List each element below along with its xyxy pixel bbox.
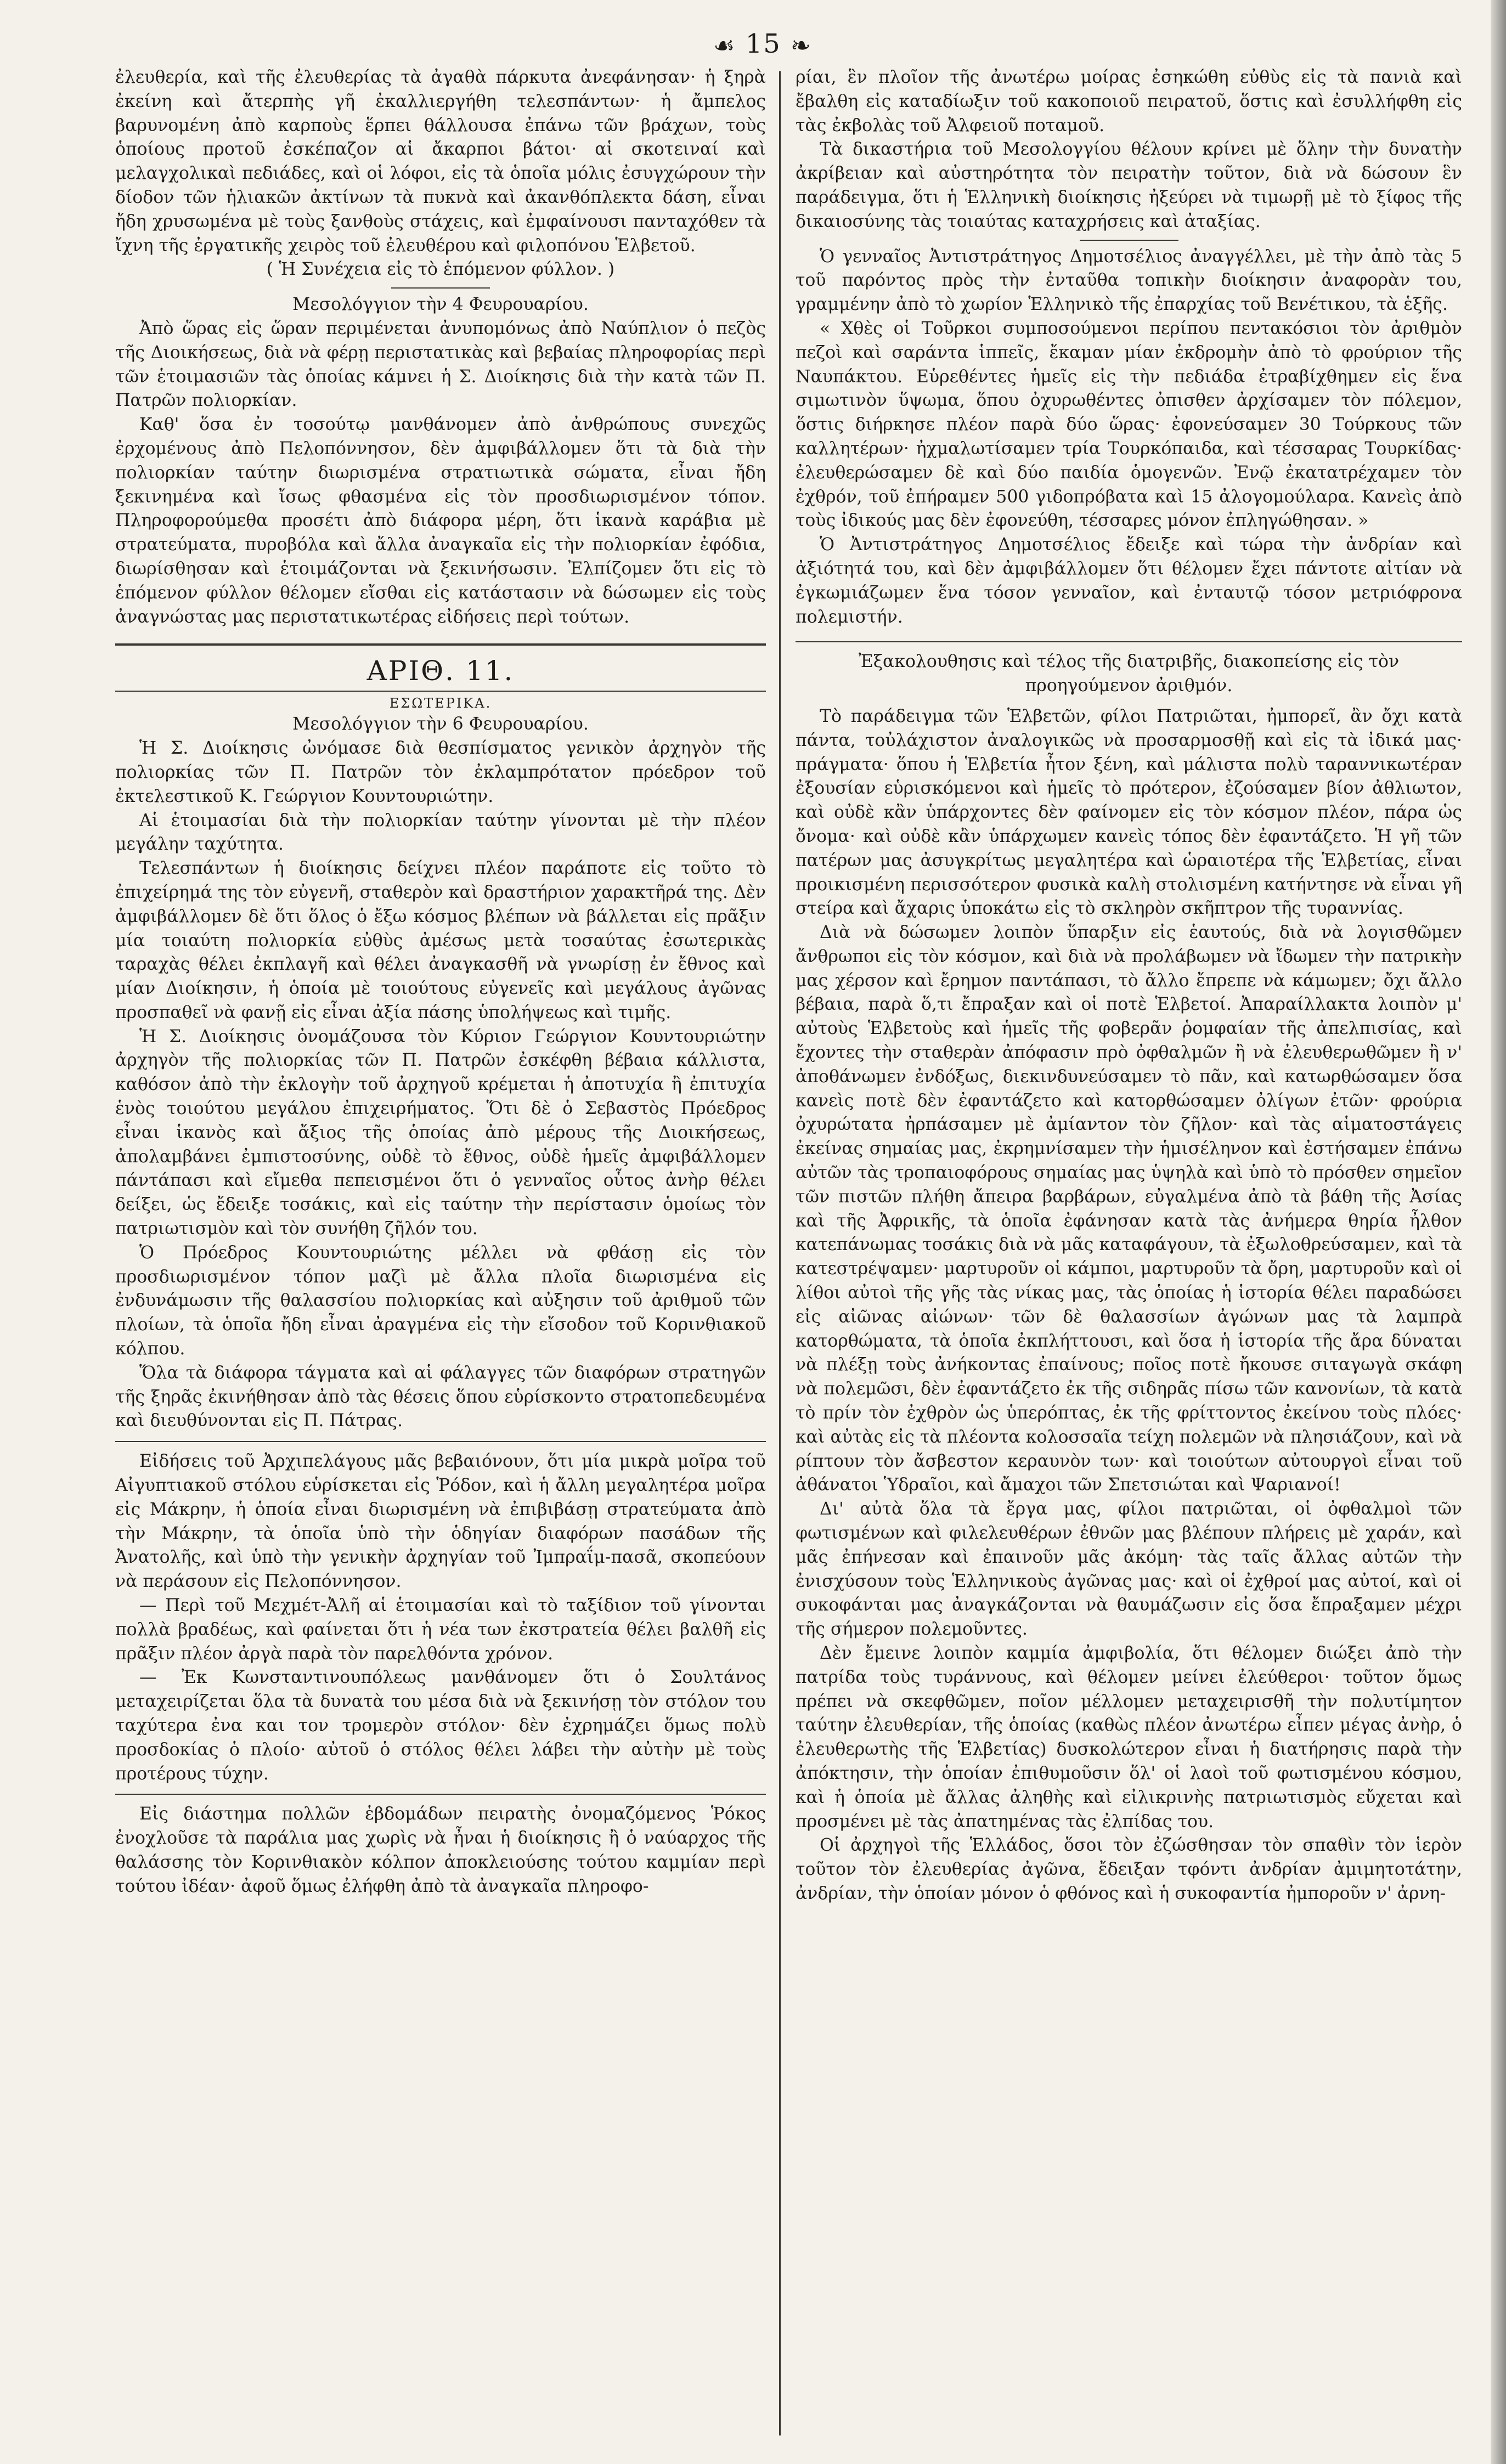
article-paragraph: Ὁ Ἀντιστράτηγος Δημοτσέλιος ἔδειξε καὶ τώρα τὴν ἀνδρίαν καὶ ἀξιότητά του, καὶ δὲν ἀμφιβάλλομεν ὅτι θέλομεν ἔχει πάντοτε αἰτίαν νὰ ἐγκωμιάζωμεν ἕνα τόσον γενναῖον, καὶ ἐνταυτῷ τόσον μετριόφρονα πολεμιστήν. <box>796 535 1462 627</box>
article-paragraph: Τὸ παράδειγμα τῶν Ἑλβετῶν, φίλοι Πατριῶται, ἠμπορεῖ, ἂν ὄχι κατὰ πάντα, τοὐλάχιστον ἀναλογικῶς νὰ προσαρμοσθῇ καὶ εἰς τὰ ἰδικά μας· πράγματα· ὅπου ἡ Ἑλβετία ἦτον ξένη, καὶ μάλιστα πολὺ ταραννικωτέραν ἐξουσίαν εὑρισκόμενοι καὶ ἡμεῖς τὸ πρότερον, ἐζούσαμεν βίον ἀθλιωτον, καὶ οὐδὲ κἂν ὑπάρχοντες δὲν φαίνομεν εἰς τὸν κόσμον πλέον, πάρα ὡς ὄνομα· καὶ οὐδὲ κἂν ὑπάρχωμεν κανεὶς τόπος δὲν ἐφαντάζετο. Ἡ γῆ τῶν πατέρων μας ἀσυγκρίτως μεγαλητέρα καὶ ὡραιοτέρα τῆς Ἑλβετίας, εἶναι προικισμένη περισσότερον φυσικὰ καλὴ στολισμένη κατήντησε νὰ εἶναι γῆ στείρα καὶ ἄχαρις ὑποκάτω εἰς τὸ σκληρὸν σκῆπτρον τῆς τυραννίας. <box>796 706 1462 919</box>
dateline: Μεσολόγγιον τὴν 4 Φευρουαρίου. <box>292 295 589 315</box>
section-divider <box>115 643 766 646</box>
dateline: Μεσολόγγιον τὴν 6 Φευρουαρίου. <box>292 714 589 734</box>
essay-heading: προηγούμενον ἀριθμόν. <box>1025 676 1233 696</box>
left-column <box>115 66 766 1899</box>
article-paragraph: Ἡ Σ. Διοίκησις ὀνομάζουσα τὸν Κύριον Γεώργιον Κουντουριώτην ἀρχηγὸν τῆς πολιορκίας τῶν Π. Πατρῶν ἐσκέφθη βέβαια κάλλιστα, καθόσον ἀπὸ τὴν ἐκλογὴν τοῦ ἀρχηγοῦ κρέμεται ἡ ἀποτυχία ἢ ἐπιτυχία ἑνὸς τοιούτου μεγάλου ἐπιχειρήματος. Ὅτι δὲ ὁ Σεβαστὸς Πρόεδρος εἶναι ἱκανὸς καὶ ἄξιος τῆς ὁποίας ἀπὸ μέρους τῆς Διοικήσεως, ἀπολαμβάνει ἐμπιστοσύνης, οὐδὲ τὸ ἔθνος, οὐδὲ ἡμεῖς ἀμφιβάλλομεν πάντάπασι καὶ εἴμεθα πεπεισμένοι ὅτι ὁ γενναῖος οὗτος ἀνὴρ θέλει δείξει, ὡς ἔδειξε τοσάκις, καὶ εἰς ταύτην τὴν περίστασιν ὁμοίως τὸν πατριωτισμὸν καὶ τὸν συνήθη ζῆλόν του. <box>115 1026 766 1239</box>
article-paragraph: Αἱ ἑτοιμασίαι διὰ τὴν πολιορκίαν ταύτην γίνονται μὲ τὴν πλέον μεγάλην ταχύτητα. <box>115 810 766 855</box>
ornament-right-icon: ❧ <box>791 32 812 60</box>
article-paragraph: Οἱ ἀρχηγοὶ τῆς Ἑλλάδος, ὅσοι τὸν ἐζώσθησαν τὸν σπαθὶν τὸν ἱερὸν τοῦτον τὸν ἐλευθερίας ἀγῶνα, ἔδειξαν τφόντι ἀνδρίαν ἀμιμητοτάτην, ἀνδρίαν, τὴν ὁποίαν μόνον ὁ φθόνος καὶ ἡ συκοφαντία ἠμποροῦν ν' ἀρνη- <box>796 1835 1462 1903</box>
article-paragraph: Δι' αὐτὰ ὅλα τὰ ἔργα μας, φίλοι πατριῶται, οἱ ὀφθαλμοὶ τῶν φωτισμένων καὶ φιλελευθέρων ἐθνῶν μας βλέπουν πλήρεις μὲ χαράν, καὶ μᾶς ἐπήνεσαν καὶ ἐπαινοῦν μᾶς ἀκόμη· τὰς ταῖς ἄλλας αὐτῶν τὴν ἐνισχύσουν τοὺς Ἑλληνικοὺς ἀγῶνας μας· καὶ οἱ ἐχθροί μας αὐτοί, καὶ οἱ συκοφάνται μας ἀναγκάζονται νὰ θαυμάζωσιν εἰς ὅσα ἔπραξαμεν μέχρι τῆς σήμερον πολεμοῦντες. <box>796 1499 1462 1640</box>
section-label: ΕΣΩΤΕΡΙΚΑ. <box>389 696 492 711</box>
article-paragraph: Τελεσπάντων ἡ διοίκησις δείχνει πλέον παράποτε εἰς τοῦτο τὸ ἐπιχείρημά της τὸν εὐγενῆ, σταθερὸν καὶ δραστήριον χαρακτῆρά της. Δὲν ἀμφιβάλλομεν δὲ ὅτι ὅλος ὁ ἔξω κόσμος βλέπων νὰ βάλλεται εἰς πρᾶξιν μία τοιαύτη πολιορκία εὐθὺς ἀμέσως μετὰ τοσαύτας ἐσωτερικὰς ταραχὰς θέλει ἐκπλαγῆ καὶ θέλει ἀναγκασθῆ νὰ γνωρίσῃ ἐν ἔθνος καὶ μίαν Διοίκησιν, ἡ ὁποία μὲ τοιούτους εὐγενεῖς καὶ μεγάλους ἀγῶνας προσπαθεῖ νὰ φανῇ εἰς εἶναι ἀξία πάσης ὑπολήψεως καὶ τιμῆς. <box>115 858 766 1022</box>
article-paragraph: Καθ' ὅσα ἐν τοσούτῳ μανθάνομεν ἀπὸ ἀνθρώπους συνεχῶς ἐρχομένους ἀπὸ Πελοπόννησον, δὲν ἀμφιβάλλομεν ὅτι τὰ διὰ τὴν πολιορκίαν ταύτην διωρισμένα στρατιωτικὰ σώματα, εἶναι ἤδη ξεκινημένα καὶ ἴσως φθασμένα εἰς τὸν προσδιωρισμένον τόπον. Πληροφορούμεθα προσέτι ἀπὸ διάφορα μέρη, ὅτι ἱκανὰ καράβια μὲ στρατεύματα, πυροβόλα καὶ ἄλλα ἀναγκαῖα εἰς τὴν πολιορκίαν ἐφόδια, διωρίσθησαν καὶ ἑτοιμάζονται νὰ ξεκινήσωσιν. Ἐλπίζομεν ὅτι εἰς τὸ ἑπόμενον φύλλον θέλομεν εἴσθαι εἰς κατάστασιν νὰ δώσωμεν εἰς τοὺς ἀναγνώστας μας περιστατικωτέρας εἰδήσεις περὶ τούτων. <box>115 415 766 627</box>
continued-note: ( Ἡ Συνέχεια εἰς τὸ ἑπόμενον φύλλον. ) <box>266 259 615 280</box>
article-paragraph: Ἡ Σ. Διοίκησις ὠνόμασε διὰ θεσπίσματος γενικὸν ἀρχηγὸν τῆς πολιορκίας τῶν Π. Πατρῶν τὸν ἐκλαμπρότατον πρόεδρον τοῦ ἐκτελεστικοῦ Κ. Γεώργιον Κουντουριώτην. <box>115 738 766 806</box>
issue-title: ΑΡΙΘ. 11. <box>366 655 515 687</box>
article-paragraph: Εἰδήσεις τοῦ Ἀρχιπελάγους μᾶς βεβαιόνουν, ὅτι μία μικρὰ μοῖρα τοῦ Αἰγυπτιακοῦ στόλου εὑρίσκεται εἰς Ῥόδον, καὶ ἡ ἄλλη μεγαλητέρα μοῖρα εἰς Μάκρην, ἡ ὁποία εἶναι διωρισμένη νὰ ἐπιβιβάσῃ στρατεύματα ἀπὸ τὴν Μάκρην, τὰ ὁποῖα ὑπὸ τὴν ὁδηγίαν διαφόρων πασάδων τῆς Ἀνατολῆς, καὶ ὑπὸ τὴν γενικὴν ἀρχηγίαν τοῦ Ἰμπραΐμ-πασᾶ, σκοπεύουν νὰ περάσουν εἰς Πελοπόννησον. <box>115 1451 766 1592</box>
spacer <box>796 698 1462 705</box>
section-divider <box>796 641 1462 642</box>
article-paragraph: Ἀπὸ ὥρας εἰς ὥραν περιμένεται ἀνυπομόνως ἀπὸ Ναύπλιον ὁ πεζὸς τῆς Διοικήσεως, διὰ νὰ φέρῃ περιστατικὰς καὶ βεβαίας πληροφορίας περὶ τῶν ἑτοιμασιῶν τὰς ὁποίας κάμνει ἡ Σ. Διοίκησις διὰ τὴν κατὰ τῶν Π. Πατρῶν πολιορκίαν. <box>115 318 766 411</box>
divider <box>1080 240 1178 241</box>
article-paragraph: Εἰς διάστημα πολλῶν ἑβδομάδων πειρατὴς ὀνομαζόμενος Ῥόκος ἐνοχλοῦσε τὰ παράλια μας χωρὶς νὰ ἦναι ἡ διοίκησις ἢ ὁ ναύαρχος τῆς θαλάσσης τὸν Κορινθιακὸν κόλπον ἀποκλειούσης τούτου καμμίαν περὶ τούτου ἰδέαν· ἀφοῦ ὅμως ἐλήφθη ἀπὸ τὰ ἀναγκαῖα πληροφο- <box>115 1804 766 1896</box>
page-edge-shadow <box>1491 0 1506 2464</box>
article-paragraph: Ὁ γενναῖος Ἀντιστράτηγος Δημοτσέλιος ἀναγγέλλει, μὲ τὴν ἀπὸ τὰς 5 τοῦ παρόντος πρὸς τὴν ἐνταῦθα τοπικὴν διοίκησιν ἀναφορὰν του, γραμμένην ἀπὸ τὸ χωρίον Ἑλληνικὸ τῆς ἐπαρχίας τοῦ Βενέτικου, τὰ ἑξῆς. <box>796 246 1462 315</box>
article-paragraph: Ὅλα τὰ διάφορα τάγματα καὶ αἱ φάλαγγες τῶν διαφόρων στρατηγῶν τῆς ξηρᾶς ἐκινήθησαν ἀπὸ τὰς θέσεις ὅπου εὑρίσκοντο στρατοπεδευμένα καὶ διευθύνονται εἰς Π. Πάτρας. <box>115 1363 766 1431</box>
divider <box>115 1794 766 1795</box>
article-paragraph: Δὲν ἔμεινε λοιπὸν καμμία ἀμφιβολία, ὅτι θέλομεν διώξει ἀπὸ τὴν πατρίδα τοὺς τυράννους, καὶ θέλομεν μείνει ἐλεύθεροι· τοῦτον ὅμως πρέπει νὰ σκεφθῶμεν, ποῖον μέλλομεν μεταχειρισθῆ τὴν πολυτίμητον ταύτην ἐλευθερίαν, τῆς ὁποίας (καθὼς πλέον ἀνωτέρω εἶπεν μέγας ἀνὴρ, ὁ ἐλευθερωτὴς τῆς Ἑλβετίας) δυσκολώτερον εἶναι ἡ διατήρησις παρὰ τὴν ἀπόκτησιν, τὴν ὁποίαν ἐπιθυμοῦσιν ὅλ' οἱ λαοὶ τοῦ φωτισμένου κόσμου, καὶ ἡ ὁποία μὲ ἄλλας ἀληθὴς καὶ εἰλικρινὴς πατριωτισμὸς εὔχεται καὶ προσμένει μὲ τὰς ἀπατημένας τὰς ἐλπίδας του. <box>796 1643 1462 1832</box>
page-header <box>702 29 823 67</box>
article-paragraph: — Ἐκ Κωνσταντινουπόλεως μανθάνομεν ὅτι ὁ Σουλτάνος μεταχειρίζεται ὅλα τὰ δυνατὰ του μέσα διὰ νὰ ξεκινήσῃ τὸν στόλον του ταχύτερα ἐνα και τον τρομερὸν στόλον· δὲν ἐχρημάζει ὅμως πολὺ προσδοκίας ὁ πλοίο· αὐτοῦ ὁ στόλος θέλει λάβει τὴν αὐτὴν μὲ τοὺς προτέρους τύχην. <box>115 1668 766 1784</box>
right-column <box>796 66 1462 1906</box>
divider <box>391 287 490 289</box>
column-divider <box>779 71 781 2435</box>
page-number: 15 <box>745 29 781 59</box>
article-paragraph: — Περὶ τοῦ Μεχμέτ-Ἀλῆ αἱ ἑτοιμασίαι καὶ τὸ ταξίδιον τοῦ γίνονται πολλὰ βραδέως, καὶ φαίνεται ὅτι ἡ νέα των ἐκστρατεία θέλει βαλθῆ εἰς πρᾶξιν πλέον ἀργὰ παρὰ τὸν παρελθόντα χρόνον. <box>115 1596 766 1664</box>
section-divider <box>115 691 766 692</box>
article-paragraph: Ὁ Πρόεδρος Κουντουριώτης μέλλει νὰ φθάσῃ εἰς τὸν προσδιωρισμένον τόπον μαζὶ μὲ ἄλλα πλοῖα διωρισμένα εἰς ἐνδυνάμωσιν τῆς θαλασσίου πολιορκίας καὶ αὐξησιν τοῦ ἀριθμοῦ τῶν πλοίων, τὰ ὁποῖα ἤδη εἶναι ἀραγμένα εἰς τὴν εἴσοδον τοῦ Κορινθιακοῦ κόλπου. <box>115 1242 766 1359</box>
article-paragraph: « Χθὲς οἱ Τοῦρκοι συμποσούμενοι περίπου πεντακόσιοι τὸν ἀριθμὸν πεζοὶ καὶ σαράντα ἱππεῖς, ἔκαμαν μίαν ἐκδρομὴν ἀπὸ τὸ φρούριον τῆς Ναυπάκτου. Εὑρεθέντες ἡμεῖς εἰς τὴν πεδιάδα ἐτραβίχθημεν εἰς ἕνα σιμωτινὸν ὕψωμα, ὅπου ὀχυρωθέντες ὀπισθεν ἀρχίσαμεν τὸν πόλεμον, ὅστις διήρκησε πλέον παρὰ δύο ὥρας· ἐφονεύσαμεν 30 Τούρκους τῶν καλλητέρων· ἠχμαλωτίσαμεν τρία Τουρκόπαιδα, καὶ τέσσαρας Τουρκίδας· ἐλευθερώσαμεν δὲ καὶ δύο παιδία ὁμογενῶν. Ἐνῷ ἐκατατρέχαμεν τὸν ἐχθρόν, τοῦ ἐπήραμεν 500 γιδοπρόβατα καὶ 15 ἀλογομούλαρα. Κανεὶς ἀπὸ τοὺς ἰδικούς μας δὲν ἐφονεύθη, τέσσαρες μόνον ἐπληγώθησαν. » <box>796 318 1462 531</box>
article-paragraph: ἐλευθερία, καὶ τῆς ἐλευθερίας τὰ ἀγαθὰ πάρκυτα ἀνεφάνησαν· ἡ ξηρὰ ἐκείνη καὶ ἄτερπὴς γῆ ἐκαλλιεργήθη τελεσπάντων· ἡ ἄμπελος βαρυνομένη ἀπὸ καρποὺς ἕρπει θάλλουσα ἐπάνω τῶν βράχων, τοὺς ὁποίους προτοῦ ἐσκέπαζον αἱ ἄκαρποι βάτοι· αἱ σκοτειναί καὶ μελαγχολικαὶ πεδιάδες, καὶ οἱ λόφοι, εἰς τὰ ὁποῖα μόλις ἐσυγχώρουν τὴν δίοδον τῶν ἡλιακῶν ἀκτίνων τὰ πυκνὰ καὶ ἀκανθόπλεκτα δάση, εἶναι ἤδη χρυσωμένα μὲ τοὺς ξανθοὺς στάχεις, καὶ ἐμφαίνουσι πανταχόθεν τὰ ἴχνη τῆς ἐργατικῆς χειρὸς τοῦ ἐλευθέρου καὶ φιλοπόνου Ἑλβετοῦ. <box>115 67 766 256</box>
divider <box>115 1441 766 1442</box>
article-paragraph: ρίαι, ἓν πλοῖον τῆς ἀνωτέρω μοίρας ἐσηκώθη εὐθὺς εἰς τὰ πανιὰ καὶ ἔβαλθη εἰς καταδίωξιν τοῦ κακοποιοῦ πειρατοῦ, ὅστις καὶ ἐσυλλήφθη εἰς τὰς ἐκβολὰς τοῦ Ἀλφειοῦ ποταμοῦ. <box>796 67 1462 135</box>
essay-heading: Ἐξακολουθησις καὶ τέλος τῆς διατριβῆς, διακοπείσης εἰς τὸν <box>858 652 1400 672</box>
article-paragraph: Διὰ νὰ δώσωμεν λοιπὸν ὕπαρξιν εἰς ἑαυτούς, διὰ νὰ λογισθῶμεν ἄνθρωποι εἰς τὸν κόσμον, καὶ διὰ νὰ προλάβωμεν νὰ ἴδωμεν τὴν πατρικὴν μας χέρσον καὶ ἔρημον παντάπασι, τὸ ἄλλο ἔπρεπε νὰ κάμωμεν; ὄχι ἄλλο βέβαια, παρὰ ὅ,τι ἔπραξαν καὶ οἱ ποτὲ Ἑλβετοί. Ἀπαραίλλακτα λοιπὸν μ' αὐτοὺς Ἑλβετοὺς καὶ ἡμεῖς τῆς φοβερᾶν ῥομφαίαν τῆς ἀπελπισίας, καὶ ἔχοντες τὴν σταθερὰν ἀπόφασιν πρὸ ὀφθαλμῶν ἢ νὰ ἐλευθερωθῶμεν ἢ ν' ἀποθάνωμεν ἐνδόξως, διεκινδυνεύσαμεν τὸ πᾶν, καὶ κατωρθώσαμεν ὅσα κανεὶς ποτὲ δὲν ἐφαντάζετο καὶ κατορθώσαμεν ὀλίγων ἐτῶν· φρούρια ὀχυρώτατα ἠρπάσαμεν μὲ ἀμίαντον τὸν ζῆλον· καὶ τὰς αἱματοστάγεις ἐκείνας σημαίας μας, ἐκρημνίσαμεν τὴν ἡμισέληνον καὶ ἐστήσαμεν ἐπάνω αὐτῶν τὰς τροπαιοφόρους σημαίας μας ὑψηλὰ καὶ ὑπὸ τὸ πρόσθεν σημεῖον τῶν πιστῶν πλήθη ἄπειρα βαρβάρων, εὐγαλμένα ἀπὸ τὰ βάθη τῆς Ἀσίας καὶ τῆς Ἀφρικῆς, τὰ ὁποῖα ἐφάνησαν κατὰ τὰς ἀνήμερα θηρία ἦλθον κατεπάνωμας τοσάκις διὰ νὰ μᾶς καταφάγουν, τὰ ἐξωλοθρεύσαμεν, καὶ τὰ κατεστρέψαμεν· μαρτυροῦν οἱ κάμποι, μαρτυροῦν τὰ ὄρη, μαρτυροῦν καὶ οἱ λίθοι αὐτοὶ τῆς γῆς τὰς νίκας μας, τὰς ὁποίας ἡ ἱστορία θέλει παραδώσει εἰς αἰῶνας αἰώνων· τῶν δὲ θαλασσίων ἀγώνων μας τὰ λαμπρὰ κατορθώματα, τὰ ὁποῖα ἐκπλήττουσι, καὶ ὅσα ἡ ἱστορία τῆς ἄρα δύναται νὰ πλέξῃ τοὺς ἀνήκοντας ἐπαίνους; ποῖος ποτὲ ἤκουσε σιταγωγὰ σκάφη νὰ πολεμῶσι, δὲν ἐφαντάζετο ἐκ τῆς σιδηρᾶς πίσω τῶν κανονίων, τὰ κατὰ τὸ πρίν τὸν ἐχθρὸν ὡς ὑπερόπτας, ἐκ τῆς φρίττοντος ἐκείνου τοὺς πλόες· καὶ αὐτὰς εἰς τὰ πλέοντα κολοσσαῖα τείχη πολεμῶν νὰ πλησιάζουν, καὶ νὰ ρίπτουν τὸν ἄσβεστον κεραυνὸν των· καὶ τοιούτων αὐτουργοὶ εἶναι τοῦ ἀθάνατοι Ὑδραῖοι, καὶ ἄμαχοι τῶν Σπετσιώται καὶ Ψαριανοί! <box>796 923 1462 1495</box>
ornament-left-icon: ☙ <box>713 32 736 60</box>
article-paragraph: Τὰ δικαστήρια τοῦ Μεσολογγίου θέλουν κρίνει μὲ ὅλην τὴν δυνατὴν ἀκρίβειαν καὶ αὐστηρότητα τὸν πειρατὴν τοῦτον, διὰ νὰ δώσουν ἓν παράδειγμα, ὅτι ἡ Ἑλληνικὴ διοίκησις ἠξεύρει νὰ τιμωρῇ μὲ τὸ ξίφος τῆς δικαιοσύνης τὰς τοιαύτας καταχρήσεις καὶ ἀταξίας. <box>796 139 1462 231</box>
